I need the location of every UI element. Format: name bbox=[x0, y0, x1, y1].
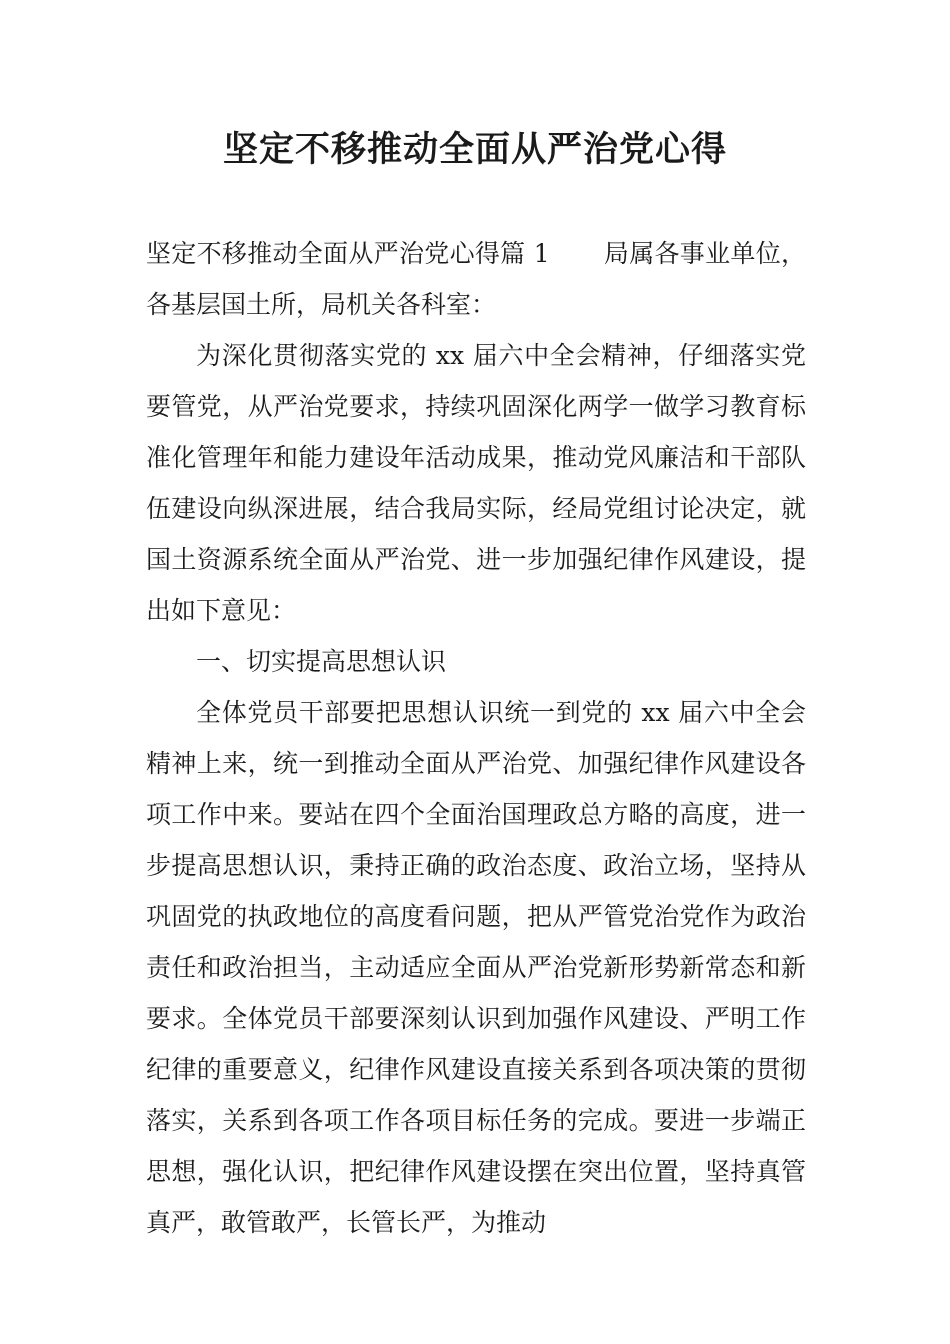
intro-paragraph: 为深化贯彻落实党的 xx 届六中全会精神，仔细落实党要管党，从严治党要求，持续巩固深化两学一做学习教育标准化管理年和能力建设年活动成果，推动党风廉洁和干部队伍建设向纵深进展，结合我局实际，经局党组讨论决定，就国土资源系统全面从严治党、进一步加强纪律作风建设，提出如下意见： bbox=[146, 341, 806, 625]
document-subheading: 坚定不移推动全面从严治党心得篇 1 bbox=[146, 239, 550, 268]
section-paragraph: 全体党员干部要把思想认识统一到党的 xx 届六中全会精神上来，统一到推动全面从严治党、加强纪律作风建设各项工作中来。要站在四个全面治国理政总方略的高度，进一步提高思想认识，秉持正确的政治态度、政治立场，坚持从巩固党的执政地位的高度看问题，把从严管党治党作为政治责任和政治担当，主动适应全面从严治党新形势新常态和新要求。全体党员干部要深刻认识到加强作风建设、严明工作纪律的重要意义，纪律作风建设直接关系到各项决策的贯彻落实，关系到各项工作各项目标任务的完成。要进一步端正思想，强化认识，把纪律作风建设摆在突出位置，坚持真管真严，敢管敢严，长管长严，为推动 bbox=[146, 698, 806, 1237]
opening-line bbox=[146, 228, 806, 330]
section-heading: 一、切实提高思想认识 bbox=[196, 647, 447, 676]
document-title: 坚定不移推动全面从严治党心得 bbox=[222, 130, 727, 170]
addressee: 局属各事业单位，各基层国土所，局机关各科室： bbox=[146, 239, 806, 319]
document-body bbox=[146, 228, 806, 1248]
